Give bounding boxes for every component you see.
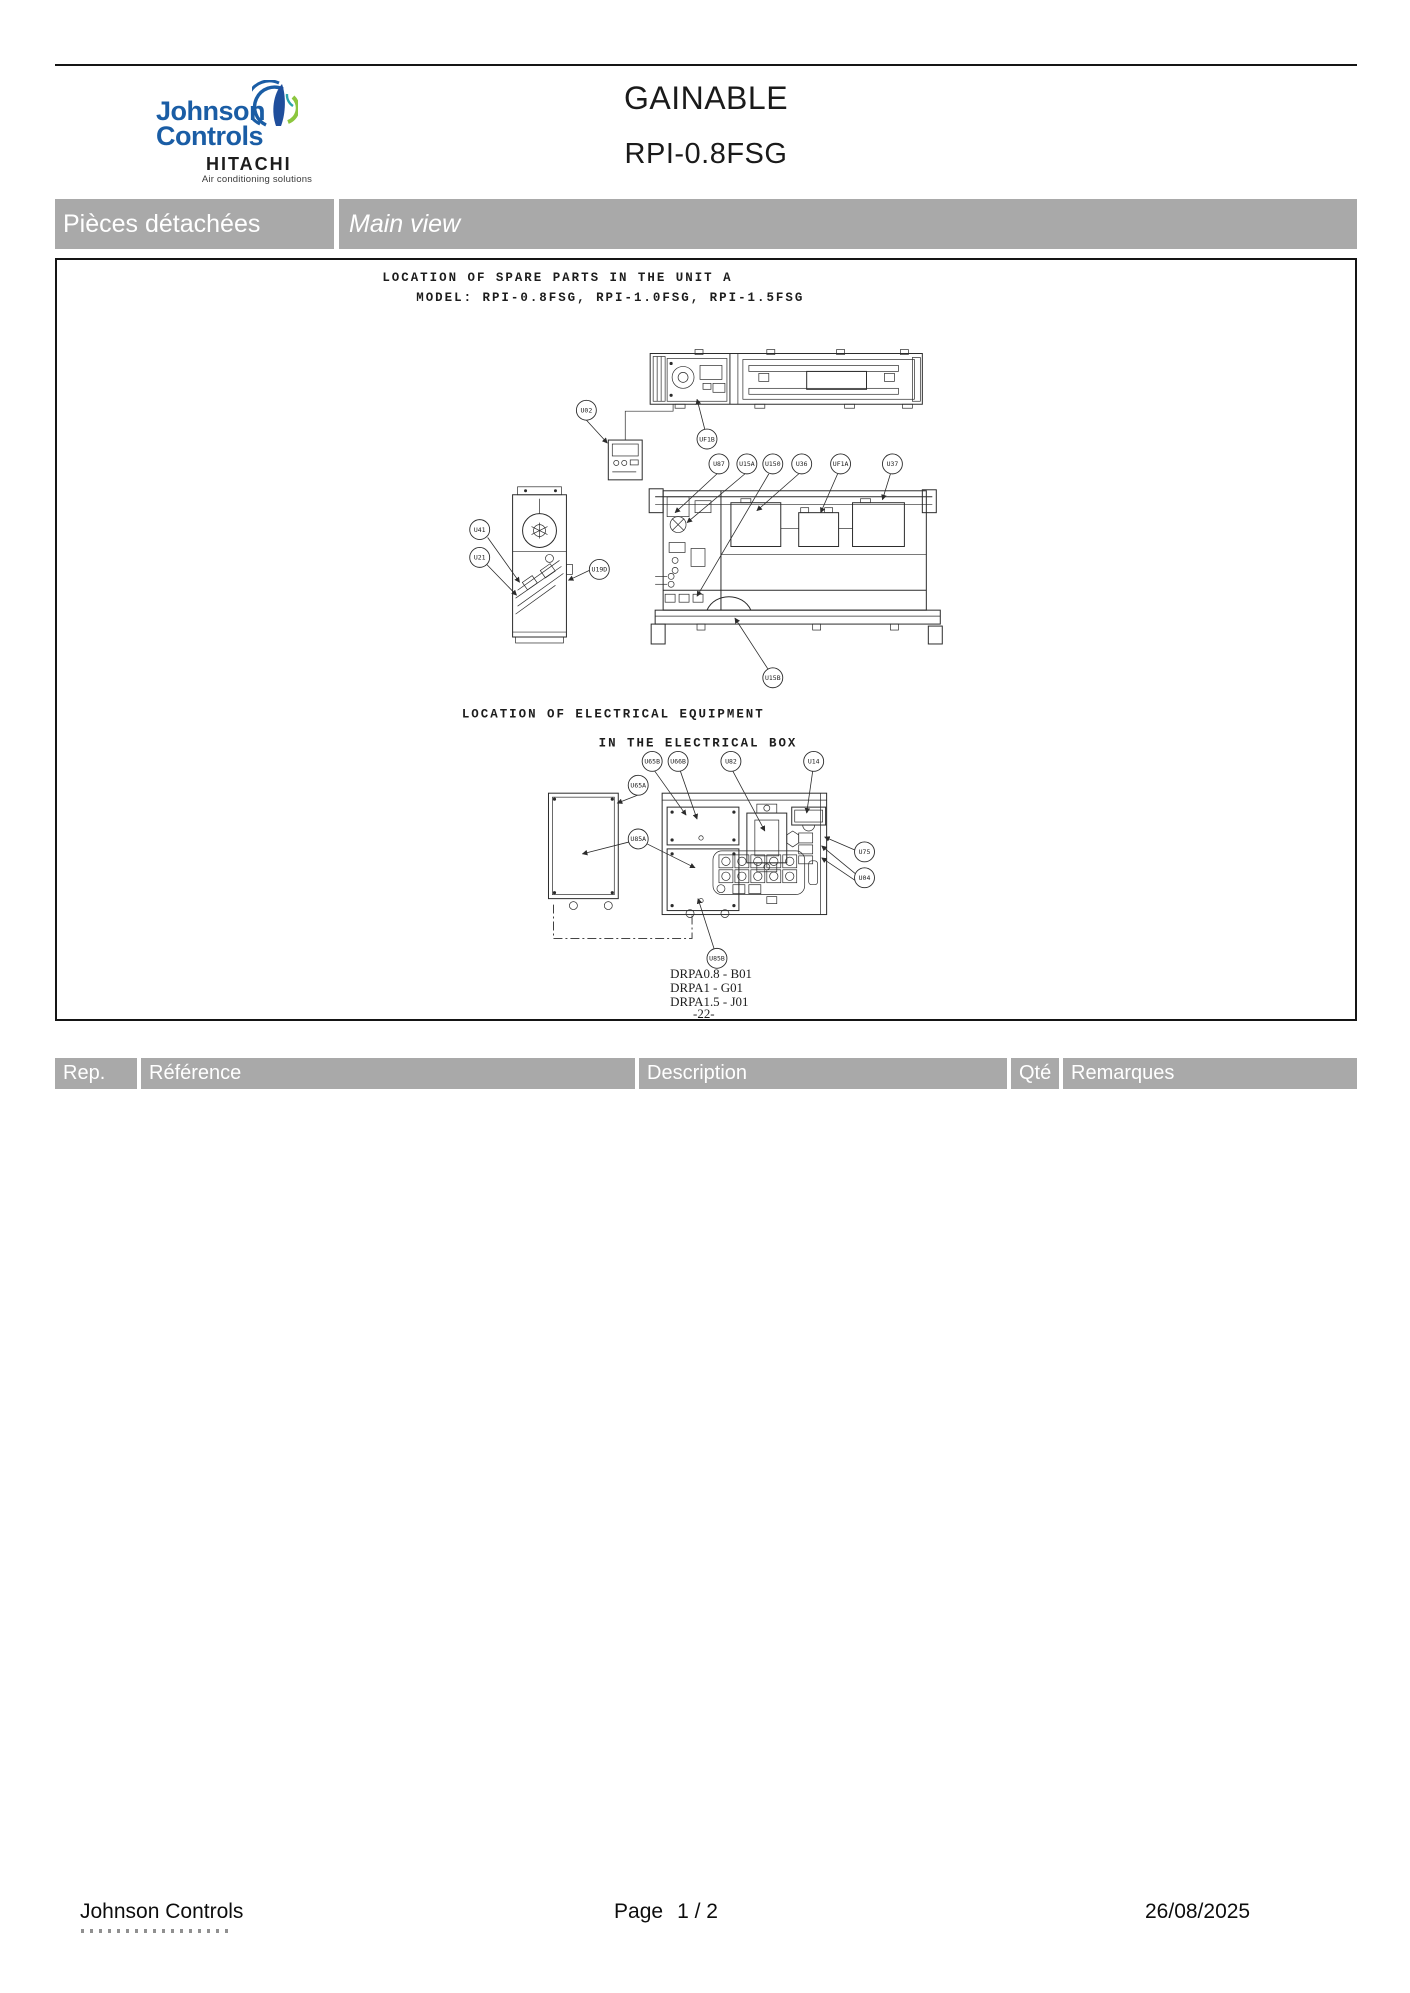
clipped-text-fragment: [81, 1929, 233, 1933]
svg-text:U14: U14: [807, 757, 820, 766]
electrical-heading-line1: LOCATION OF ELECTRICAL EQUIPMENT: [461, 707, 765, 722]
svg-text:U150: U150: [764, 460, 781, 469]
svg-text:U82: U82: [725, 757, 737, 766]
page-title: GAINABLE: [623, 80, 789, 116]
footer-page-value: 1 / 2: [677, 1900, 718, 1923]
svg-text:U65A: U65A: [630, 781, 647, 790]
part-label-uf1b: [697, 429, 717, 449]
part-label-u15b: [763, 668, 783, 688]
unit-front-view-drawing: [649, 489, 942, 644]
part-label-u87: [709, 454, 729, 474]
svg-text:U37: U37: [886, 460, 899, 469]
column-header-remarks: Remarques: [1063, 1058, 1357, 1089]
brand-line1: Johnson: [156, 96, 265, 126]
banner-view-label: Main view: [339, 199, 1357, 249]
part-label-u82: [721, 751, 741, 771]
svg-text:U75: U75: [858, 848, 871, 857]
part-label-u02: [576, 400, 596, 420]
footer-company: Johnson Controls: [80, 1900, 244, 1923]
drawing-code-2: DRPA1 - G01: [670, 980, 744, 996]
svg-text:UF1B: UF1B: [699, 435, 715, 444]
svg-text:U85B: U85B: [709, 954, 725, 963]
svg-text:U15B: U15B: [764, 674, 781, 683]
terminal-block: [717, 855, 797, 904]
electrical-box-drawing: [548, 793, 826, 938]
banner-section-label: Pièces détachées: [55, 199, 334, 249]
fan-side-view-drawing: [513, 487, 573, 643]
electrical-heading-line2: IN THE ELECTRICAL BOX: [598, 736, 798, 751]
header-rule: [55, 64, 1357, 66]
footer-page: [566, 1900, 766, 1924]
hitachi-tagline: Air conditioning solutions: [201, 174, 313, 185]
svg-text:U87: U87: [713, 460, 725, 469]
part-label-u14: [804, 751, 824, 771]
svg-text:U65B: U65B: [644, 757, 660, 766]
part-label-u75: [855, 842, 875, 862]
svg-text:U41: U41: [473, 525, 486, 534]
footer-date: 26/08/2025: [1145, 1900, 1251, 1923]
diagram-heading-line2: MODEL: RPI-0.8FSG, RPI-1.0FSG, RPI-1.5FSG: [416, 290, 805, 305]
unit-top-view-drawing: [650, 350, 922, 409]
hitachi-wordmark: HITACHI: [206, 154, 292, 174]
footer-page-label: Page: [614, 1900, 664, 1923]
column-header-reference: Référence: [141, 1058, 635, 1089]
part-label-u65b: [642, 751, 662, 771]
model-subtitle: RPI-0.8FSG: [624, 138, 788, 170]
svg-text:U19D: U19D: [591, 565, 608, 574]
brand-line2: Controls: [156, 121, 263, 151]
part-label-u21: [470, 547, 490, 567]
svg-text:U85A: U85A: [630, 835, 647, 844]
column-header-qty: Qté: [1011, 1058, 1059, 1089]
svg-text:U04: U04: [858, 874, 871, 883]
svg-text:U02: U02: [580, 406, 593, 415]
svg-text:U66B: U66B: [670, 757, 686, 766]
part-label-u19d: [589, 559, 609, 579]
part-label-u66b: [668, 751, 688, 771]
part-label-u41: [470, 520, 490, 540]
drawing-code-1: DRPA0.8 - B01: [670, 966, 753, 982]
part-label-u65a: [628, 775, 648, 795]
drawing-code-3: DRPA1.5 - J01: [670, 994, 749, 1010]
part-label-u36: [792, 454, 812, 474]
column-header-rep: Rep.: [55, 1058, 137, 1089]
svg-text:U15A: U15A: [739, 460, 755, 469]
svg-text:U21: U21: [473, 553, 486, 562]
svg-text:UF1A: UF1A: [832, 460, 849, 469]
part-label-uf1a: [831, 454, 851, 474]
section-banner: [55, 199, 1357, 249]
sheet-number: -22-: [693, 1006, 715, 1019]
parts-diagram: [55, 258, 1357, 1021]
svg-text:U36: U36: [795, 460, 808, 469]
remote-controller-drawing: [608, 404, 673, 480]
part-label-u15a: [737, 454, 757, 474]
diagram-heading-line1: LOCATION OF SPARE PARTS IN THE UNIT A: [382, 270, 733, 285]
part-label-u37: [882, 454, 902, 474]
part-label-u150: [763, 454, 783, 474]
part-label-u04: [855, 868, 875, 888]
column-header-description: Description: [639, 1058, 1007, 1089]
parts-table-header: [55, 1058, 1357, 1089]
part-label-u85a: [628, 829, 648, 849]
